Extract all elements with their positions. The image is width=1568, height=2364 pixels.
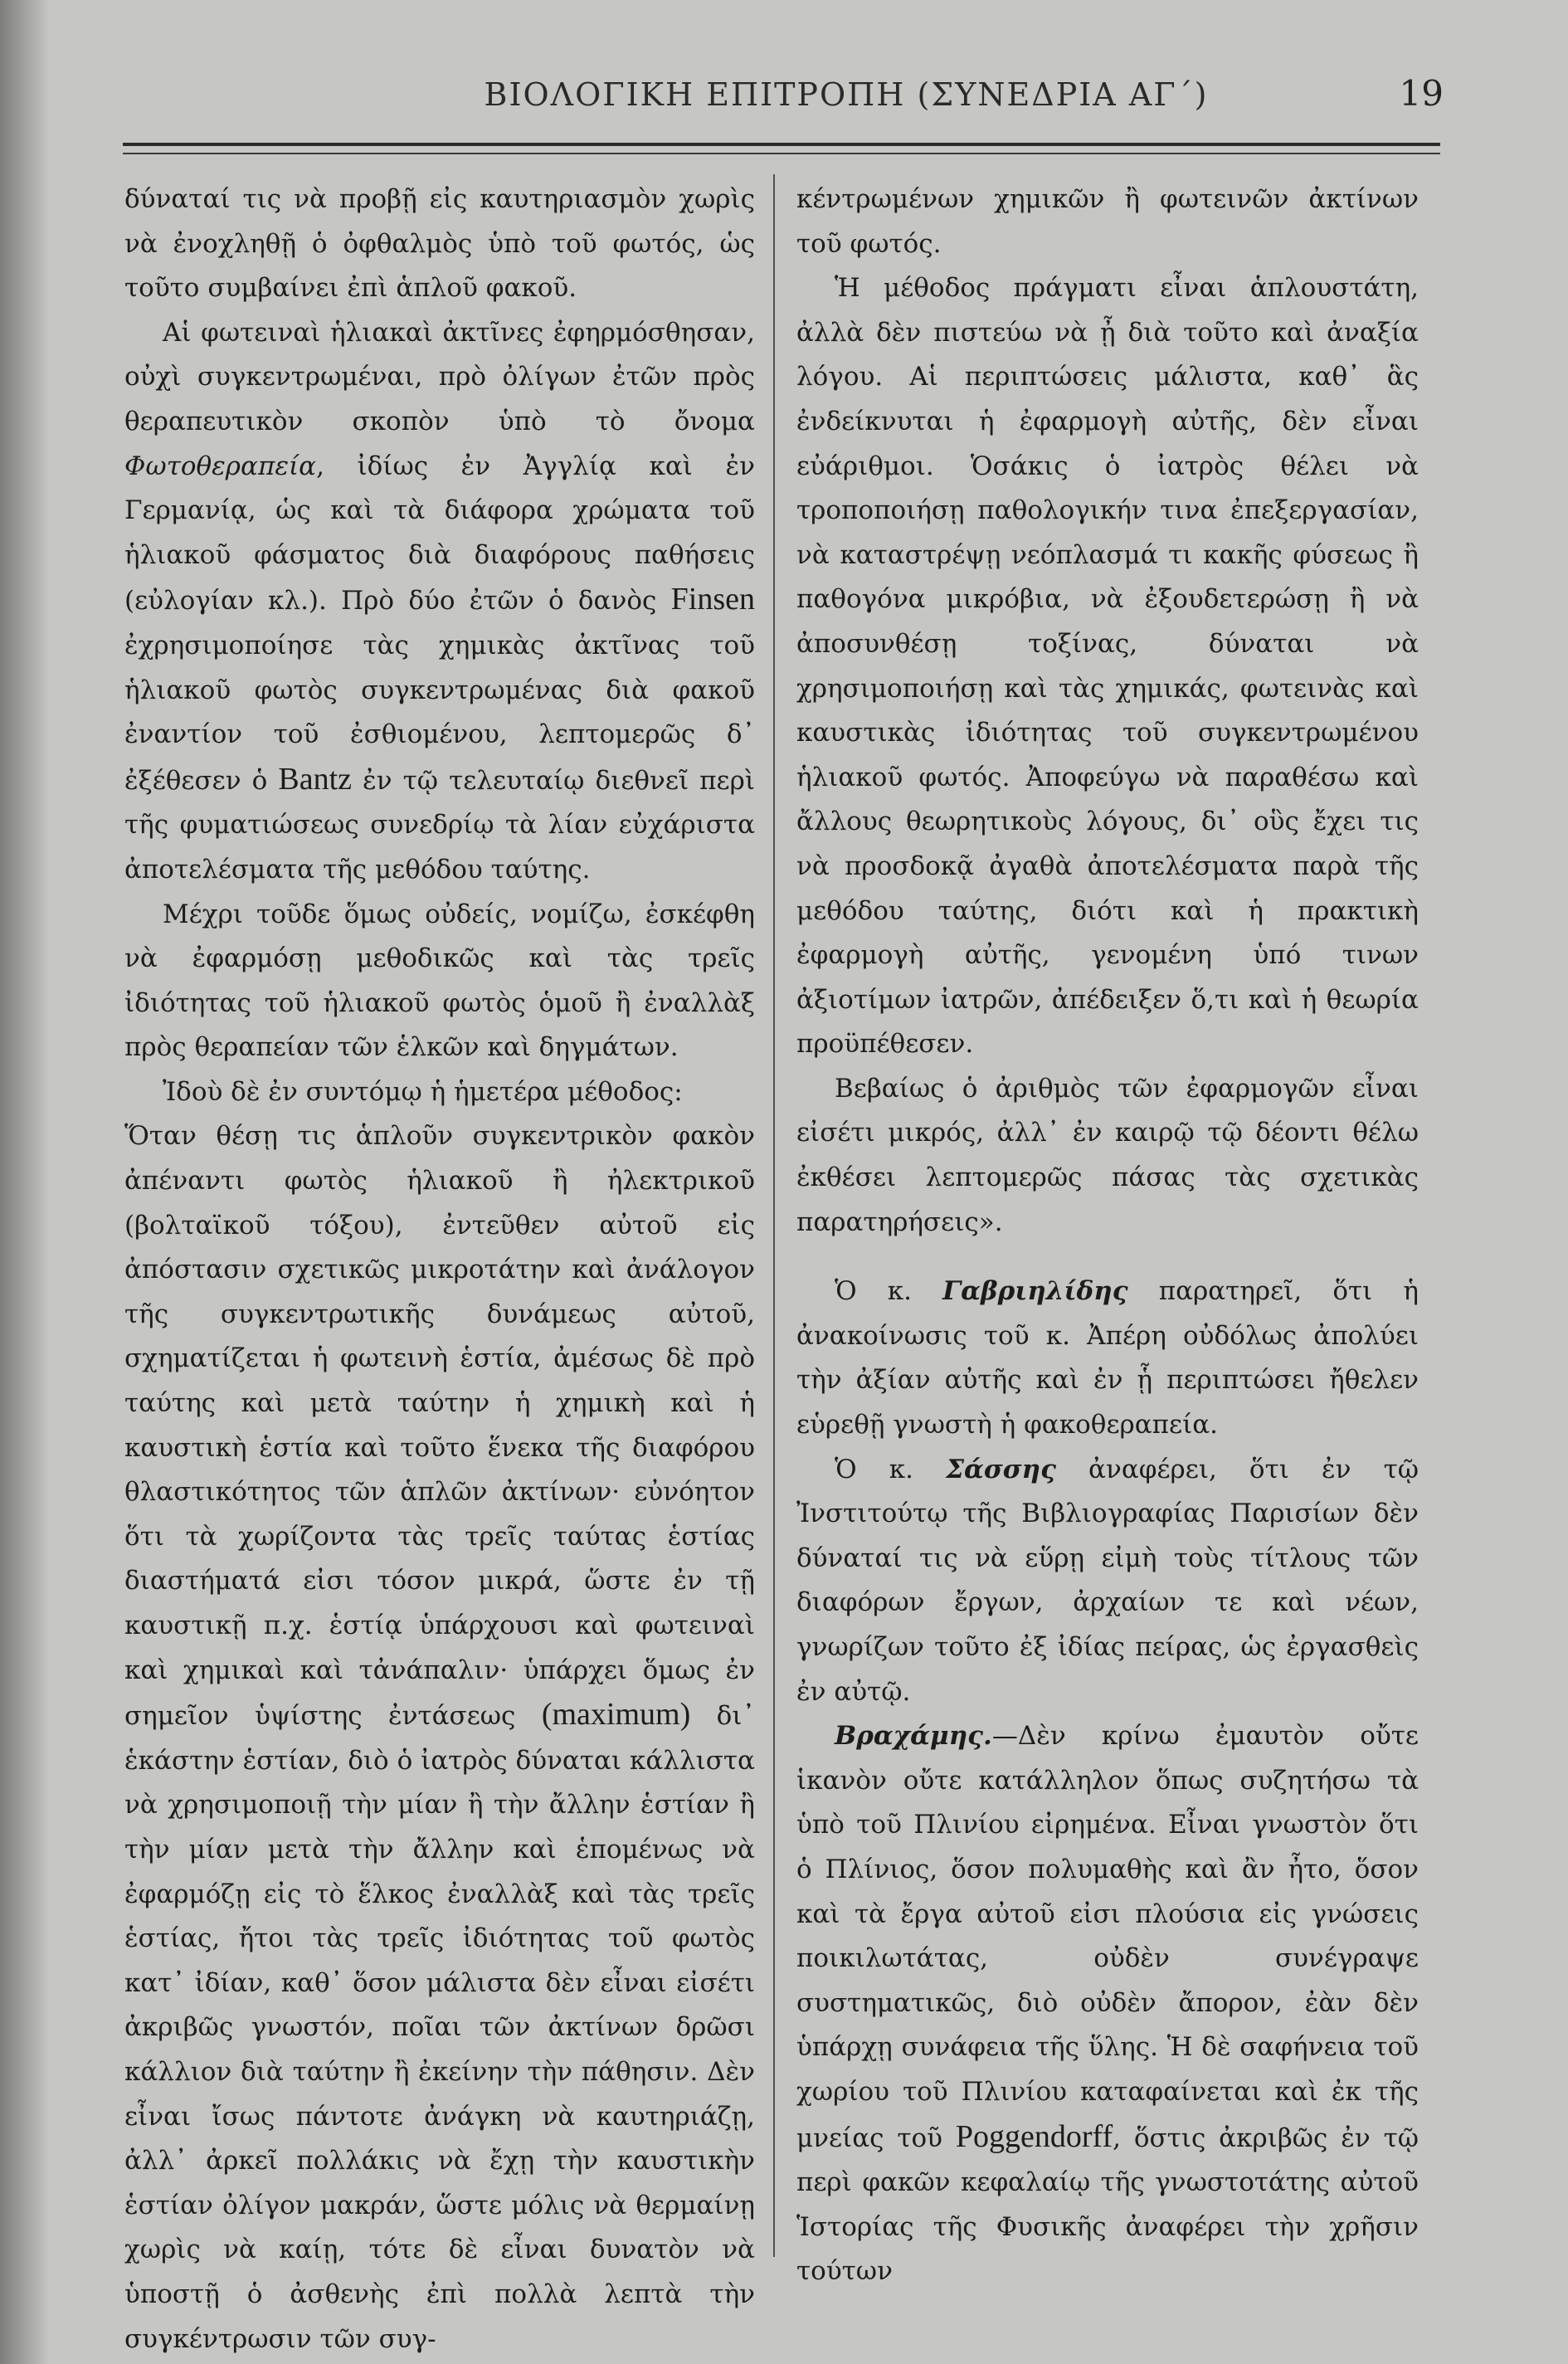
page-header	[116, 73, 1444, 139]
latin-name: Poggendorff	[955, 2118, 1113, 2154]
page-number: 19	[1399, 73, 1444, 114]
latin-name: Finsen	[670, 582, 755, 617]
header-rule-thick	[123, 143, 1440, 146]
paragraph	[796, 1714, 1419, 2294]
text-run: δι᾽ ἑκάστην ἑστίαν, διὸ ὁ ἰατρὸς δύναται κάλλιστα νὰ χρησιμοποιῇ τὴν μίαν ἢ τὴν ἄλλην ἑστίαν ἢ τὴν μίαν μετὰ τὴν ἄλλην καὶ ἑπομένως νὰ ἐφαρμόζῃ εἰς τὸ ἕλκος ἐναλλὰξ καὶ τὰς τρεῖς ἑστίας, ἤτοι τὰς τρεῖς ἰδιότητας τοῦ φωτὸς κατ᾽ ἰδίαν, καθ᾽ ὅσον μάλιστα δὲν εἶναι εἰσέτι ἀκριβῶς γνωστόν, ποῖαι τῶν ἀκτίνων δρῶσι κάλλιον διὰ ταύτην ἢ ἐκείνην τὴν πάθησιν. Δὲν εἶναι ἴσως πάντοτε ἀνάγκη νὰ καυτηριάζῃ, ἀλλ᾽ ἀρκεῖ πολλάκις νὰ ἔχῃ τὴν καυστικὴν ἑστίαν ὀλίγον μακράν, ὥστε μόλις νὰ θερμαίνῃ χωρὶς νὰ καίῃ, τότε δὲ εἶναι δυνατὸν νὰ ὑποστῇ ὁ ἀσθενὴς ἐπὶ πολλὰ λεπτὰ τὴν συγκέντρωσιν τῶν συγ-	[124, 1701, 755, 2354]
text-run: , ἰδίως ἐν Ἀγγλίᾳ καὶ ἐν Γερμανίᾳ, ὡς καὶ τὰ διάφορα χρώματα τοῦ ἡλιακοῦ φάσματος διὰ διαφόρους παθήσεις (εὐλογίαν κλ.). Πρὸ δύο ἐτῶν ὁ δανὸς	[124, 451, 755, 617]
speaker-name: Γαβριηλίδης	[942, 1276, 1128, 1307]
text-run: παρατηρεῖ, ὅτι ἡ ἀνακοίνωσις τοῦ κ. Ἀπέρη οὐδόλως ἀπολύει τὴν ἀξίαν αὐτῆς καὶ ἐν ᾗ περιπτώσει ἤθελεν εὑρεθῇ γνωστὴ ἡ φακοθεραπεία.	[796, 1276, 1419, 1440]
text-run: —Δὲν κρίνω ἐμαυτὸν οὔτε ἱκανὸν οὔτε κατάλληλον ὅπως συζητήσω τὰ ὑπὸ τοῦ Πλινίου εἰρημένα. Εἶναι γνωστὸν ὅτι ὁ Πλίνιος, ὅσον πολυμαθὴς καὶ ἂν ἦτο, ὅσον καὶ τὰ ἔργα αὐτοῦ εἰσι πλούσια εἰς γνώσεις ποικιλωτάτας, οὐδὲν συνέγραψε συστηματικῶς, διὸ οὐδὲν ἄπορον, ἐὰν δὲν ὑπάρχῃ συνάφεια τῆς ὕλης. Ἡ δὲ σαφήνεια τοῦ χωρίου τοῦ Πλινίου καταφαίνεται καὶ ἐκ τῆς μνείας τοῦ	[796, 1721, 1419, 2153]
text-run: Ὁ κ.	[835, 1454, 947, 1484]
paragraph	[796, 1448, 1419, 1715]
column-divider	[773, 174, 775, 2257]
text-run: ἐν τῷ τελευταίῳ διεθνεῖ περὶ τῆς φυματιώσεως συνεδρίῳ τὰ λίαν εὐχάριστα ἀποτελέσματα τῆς μεθόδου ταύτης.	[124, 765, 755, 885]
text-run: Ὁ κ.	[835, 1276, 943, 1307]
binding-shadow	[0, 0, 50, 2364]
paragraph: Μέχρι τοῦδε ὅμως οὐδείς, νομίζω, ἐσκέφθη νὰ ἐφαρμόσῃ μεθοδικῶς καὶ τὰς τρεῖς ἰδιότητας τοῦ ἡλιακοῦ φωτὸς ὁμοῦ ἢ ἐναλλὰξ πρὸς θεραπείαν τῶν ἑλκῶν καὶ δηγμάτων.	[124, 899, 755, 1063]
paragraph	[124, 1114, 755, 2362]
paragraph: κέντρωμένων χημικῶν ἢ φωτεινῶν ἀκτίνων τοῦ φωτός.	[796, 184, 1419, 259]
text-run: ἐχρησιμοποίησε τὰς χημικὰς ἀκτῖνας τοῦ ἡλιακοῦ φωτὸς συγκεντρωμένας διὰ φακοῦ ἐναντίον τοῦ ἐσθιομένου, λεπτομερῶς δ᾽ ἐξέθεσεν ὁ	[124, 630, 755, 796]
latin-name: Bantz	[278, 761, 353, 797]
right-column	[796, 178, 1419, 2294]
text-run: , ὅστις ἀκριβῶς ἐν τῷ περὶ φακῶν κεφαλαίῳ τῆς γνωστοτάτης αὐτοῦ Ἱστορίας τῆς Φυσικῆς ἀναφέρει τὴν χρῆσιν τούτων	[796, 2123, 1419, 2287]
speaker-name: Σάσσης	[946, 1454, 1056, 1484]
text-run: ἀναφέρει, ὅτι ἐν τῷ Ἰνστιτούτῳ τῆς Βιβλιογραφίας Παρισίων δὲν δύναταί τις νὰ εὕρῃ εἰμὴ τοὺς τίτλους τῶν διαφόρων ἔργων, ἀρχαίων τε καὶ νέων, γνωρίζων τοῦτο ἐξ ἰδίας πείρας, ὡς ἐργασθεὶς ἐν αὐτῷ.	[796, 1454, 1419, 1707]
paragraph: Βεβαίως ὁ ἀριθμὸς τῶν ἐφαρμογῶν εἶναι εἰσέτι μικρός, ἀλλ᾽ ἐν καιρῷ τῷ δέοντι θέλω ἐκθέσει λεπτομερῶς πάσας τὰς σχετικὰς παρατηρήσεις».	[796, 1073, 1419, 1237]
left-column	[124, 178, 755, 2362]
paragraph	[124, 311, 755, 893]
speaker-name: Βραχάμης.	[835, 1721, 992, 1752]
paragraph: Ἡ μέθοδος πράγματι εἶναι ἁπλουστάτη, ἀλλὰ δὲν πιστεύω νὰ ᾖ διὰ τοῦτο καὶ ἀναξία λόγου. Αἱ περιπτώσεις μάλιστα, καθ᾽ ἃς ἐνδείκνυται ἡ ἐφαρμογὴ αὐτῆς, δὲν εἶναι εὐάριθμοι. Ὁσάκις ὁ ἰατρὸς θέλει νὰ τροποποιήσῃ παθολογικήν τινα ἐπεξεργασίαν, νὰ καταστρέψῃ νεόπλασμά τι κακῆς φύσεως ἢ παθογόνα μικρόβια, νὰ ἐξουδετερώσῃ ἢ νὰ ἀποσυνθέσῃ τοξίνας, δύναται νὰ χρησιμοποιήσῃ καὶ τὰς χημικάς, φωτεινὰς καὶ καυστικὰς ἰδιότητας τοῦ συγκεντρωμένου ἡλιακοῦ φωτός. Ἀποφεύγω νὰ παραθέσω καὶ ἄλλους θεωρητικοὺς λόγους, δι᾽ οὓς ἔχει τις νὰ προσδοκᾷ ἀγαθὰ ἀποτελέσματα παρὰ τῆς μεθόδου ταύτης, διότι καὶ ἡ πρακτικὴ ἐφαρμογὴ αὐτῆς, γενομένη ὑπό τινων ἀξιοτίμων ἰατρῶν, ἀπέδειξεν ὅ,τι καὶ ἡ θεωρία προϋπέθεσεν.	[796, 273, 1419, 1060]
text-run: Ὅταν θέσῃ τις ἁπλοῦν συγκεντρικὸν φακὸν ἀπέναντι φωτὸς ἡλιακοῦ ἢ ἠλεκτρικοῦ (βολταϊκοῦ τόξου), ἐντεῦθεν αὐτοῦ εἰς ἀπόστασιν σχετικῶς μικροτάτην καὶ ἀνάλογον τῆς συγκεντρωτικῆς δυνάμεως αὐτοῦ, σχηματίζεται ἡ φωτεινὴ ἑστία, ἀμέσως δὲ πρὸ ταύτης καὶ μετὰ ταύτην ἡ χημικὴ καὶ ἡ καυστικὴ ἑστία καὶ τοῦτο ἕνεκα τῆς διαφόρου θλαστικότητος τῶν ἁπλῶν ἀκτίνων· εὐνόητον ὅτι τὰ χωρίζοντα τὰς τρεῖς ταύτας ἑστίας διαστήματά εἰσι τόσον μικρά, ὥστε ἐν τῇ καυστικῇ π.χ. ἑστίᾳ ὑπάρχουσι καὶ φωτειναὶ καὶ χημικαὶ καὶ τἀνάπαλιν· ὑπάρχει ὅμως ἐν σημεῖον ὑψίστης ἐντάσεως	[124, 1121, 755, 1732]
paragraph: Ἰδοὺ δὲ ἐν συντόμῳ ἡ ἡμετέρα μέθοδος:	[163, 1076, 683, 1107]
latin-term: (maximum)	[541, 1697, 691, 1733]
italic-term: Φωτοθεραπεία	[124, 451, 317, 481]
text-run: Αἱ φωτειναὶ ἡλιακαὶ ἀκτῖνες ἐφηρμόσθησαν, οὐχὶ συγκεντρωμέναι, πρὸ ὀλίγων ἐτῶν πρὸς θεραπευτικὸν σκοπὸν ὑπὸ τὸ ὄνομα	[124, 317, 755, 436]
paragraph	[796, 1270, 1419, 1447]
paragraph: δύναταί τις νὰ προβῇ εἰς καυτηριασμὸν χωρὶς νὰ ἐνοχληθῇ ὁ ὀφθαλμὸς ὑπὸ τοῦ φωτός, ὡς τοῦτο συμβαίνει ἐπὶ ἁπλοῦ φακοῦ.	[124, 184, 755, 304]
header-rule-thin	[123, 153, 1440, 154]
running-title: ΒΙΟΛΟΓΙΚΗ ΕΠΙΤΡΟΠΗ (ΣΥΝΕΔΡΙΑ ΑΓ΄)	[484, 76, 1209, 113]
